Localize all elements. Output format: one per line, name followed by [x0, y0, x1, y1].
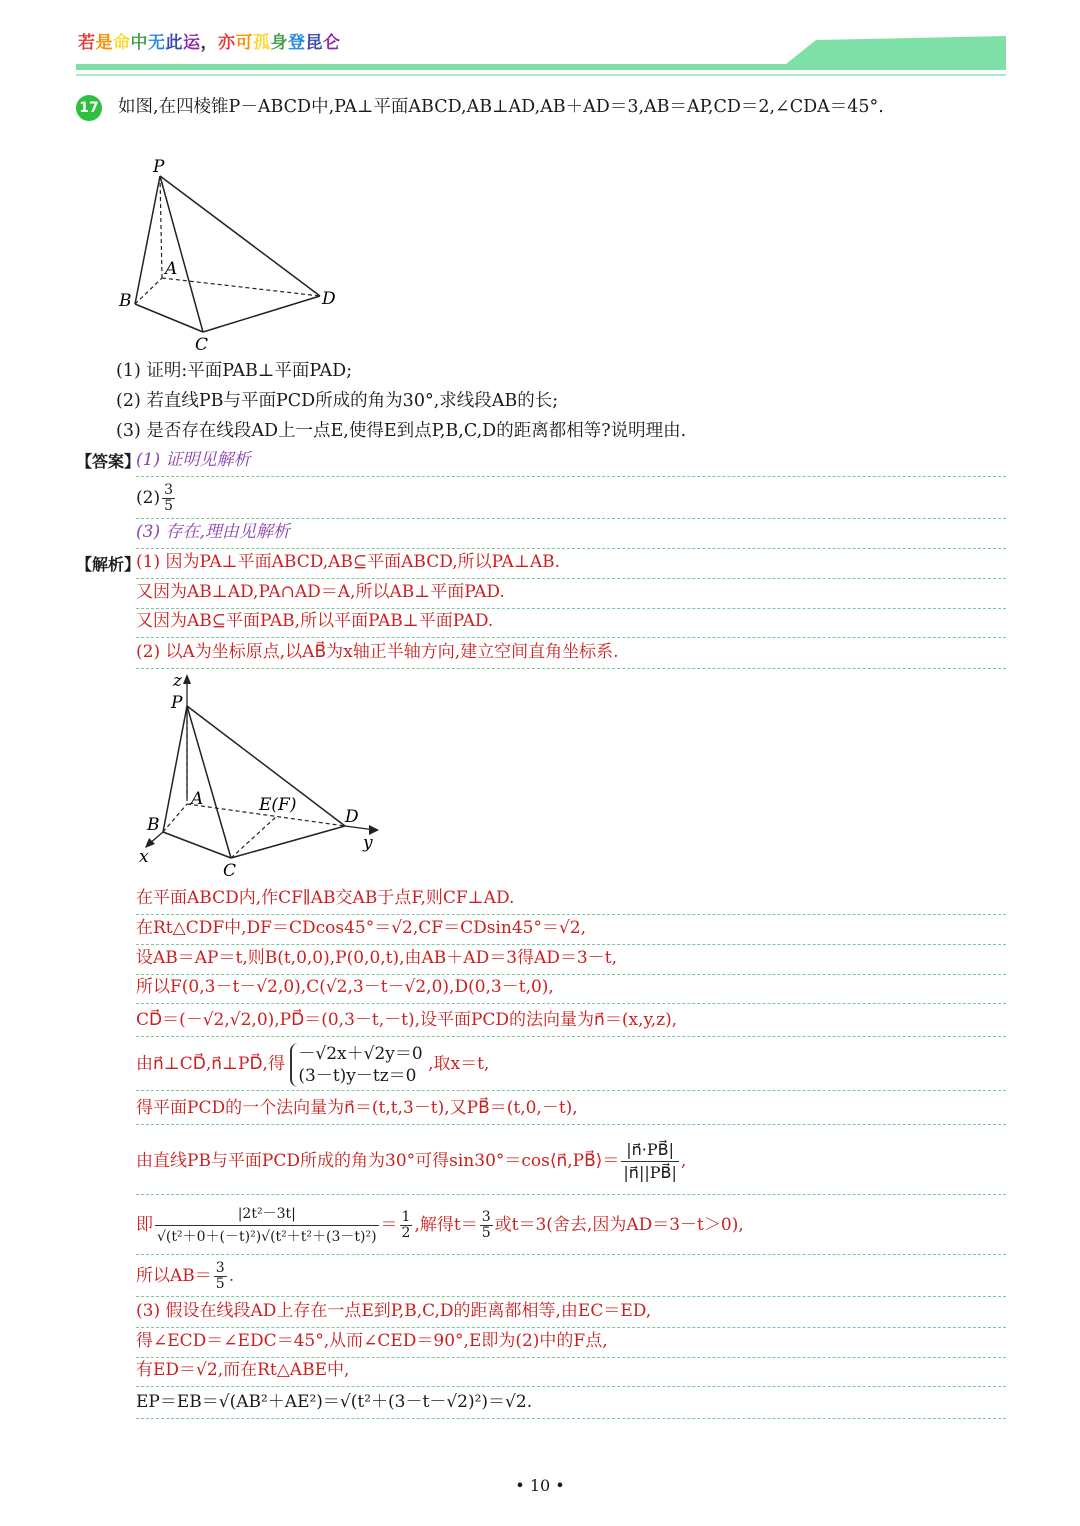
solution-line-18: EP＝EB＝√(AB²＋AE²)＝√(t²＋(3－t－√2)²)＝√2.	[136, 1386, 1006, 1419]
half-fraction	[400, 1210, 413, 1241]
fig2-label-D: D	[345, 807, 359, 827]
label-P: P	[153, 157, 165, 177]
solution-line-15: (3) 假设在线段AD上存在一点E到P,B,C,D的距离都相等,由EC＝ED,	[136, 1297, 1006, 1328]
label-A: A	[165, 259, 178, 279]
answer-2-prefix: (2)	[136, 488, 161, 508]
axis-z-label: z	[173, 671, 182, 691]
answer-3-text: (3) 存在,理由见解析	[136, 522, 290, 542]
answer-2-num: 3	[164, 482, 174, 498]
equation-system	[290, 1043, 422, 1087]
line-12-text: 由直线PB与平面PCD所成的角为30°可得sin30°＝cos⟨n⃗,PB⃗⟩＝	[136, 1151, 620, 1171]
answer-1-text: (1) 证明见解析	[136, 450, 251, 470]
question-parts	[116, 356, 686, 446]
page-number: • 10 •	[515, 1476, 565, 1495]
motto-char: 可	[235, 33, 253, 53]
t-den: 5	[481, 1225, 491, 1241]
header-band	[76, 36, 1006, 80]
part-1: (1) 证明:平面PAB⊥平面PAD;	[116, 361, 353, 381]
part-3: (3) 是否存在线段AD上一点E,使得E到点P,B,C,D的距离都相等?说明理由.	[116, 421, 687, 441]
answer-1	[136, 446, 1006, 477]
motto-char: ，	[200, 33, 218, 53]
cos-den: |n⃗||PB⃗|	[623, 1163, 677, 1182]
answer-3	[136, 518, 1006, 549]
motto-char: 中	[130, 33, 148, 53]
solution-line-1: (1) 因为PA⊥平面ABCD,AB⊆平面ABCD,所以PA⊥AB.	[136, 548, 1006, 579]
t-eq-den: √(t²＋0＋(－t)²)√(t²＋t²＋(3－t)²)	[157, 1229, 377, 1245]
solution-line-13	[136, 1196, 1006, 1255]
cos-fraction	[621, 1139, 678, 1184]
motto-char: 昆	[305, 33, 323, 53]
solution-label: 【解析】	[76, 555, 141, 574]
label-C: C	[195, 335, 209, 355]
pyramid-figure	[115, 156, 355, 356]
line-12-end: ,	[680, 1151, 687, 1171]
solution-line-3: 又因为AB⊆平面PAB,所以平面PAB⊥平面PAD.	[136, 607, 1006, 638]
line-13-end: 或t＝3(舍去,因为AD＝3－t＞0),	[494, 1215, 744, 1235]
motto-char: 亦	[218, 33, 236, 53]
ab-fraction	[214, 1261, 227, 1292]
question-number: 17	[76, 95, 102, 121]
equals-sign: ＝	[380, 1215, 398, 1235]
solution-line-4: (2) 以A为坐标原点,以AB⃗为x轴正半轴方向,建立空间直角坐标系.	[136, 638, 1006, 669]
t-equation-fraction	[155, 1203, 379, 1248]
half-den: 2	[401, 1225, 411, 1241]
fig2-label-P: P	[171, 693, 183, 713]
fig2-label-C: C	[223, 861, 237, 881]
axis-x-label: x	[139, 847, 149, 867]
fig2-label-B: B	[147, 815, 160, 835]
part-2: (2) 若直线PB与平面PCD所成的角为30°,求线段AB的长;	[116, 391, 559, 411]
t-eq-num: |2t²－3t|	[155, 1203, 379, 1226]
fig2-label-EF: E(F)	[259, 795, 297, 815]
question-stem: 如图,在四棱锥P－ABCD中,PA⊥平面ABCD,AB⊥AD,AB＋AD＝3,AB＝AP,CD＝2,∠CDA＝45°.	[118, 97, 884, 117]
motto-char: 是	[95, 33, 113, 53]
cos-num: |n⃗·PB⃗|	[621, 1139, 678, 1162]
motto-char: 此	[165, 33, 183, 53]
equation-2: (3－t)y－tz＝0	[298, 1065, 417, 1086]
solution-line-14	[136, 1256, 1006, 1297]
solution-line-16: 得∠ECD＝∠EDC＝45°,从而∠CED＝90°,E即为(2)中的F点,	[136, 1327, 1006, 1358]
line-14-prefix: 所以AB＝	[136, 1266, 212, 1286]
answer-label: 【答案】	[76, 452, 141, 471]
motto-char: 若	[78, 33, 96, 53]
ab-den: 5	[215, 1276, 225, 1292]
solution-line-11: 得平面PCD的一个法向量为n⃗＝(t,t,3－t),又PB⃗＝(t,0,－t),	[136, 1094, 1006, 1125]
label-D: D	[322, 289, 336, 309]
motto-char: 无	[148, 33, 166, 53]
ab-num: 3	[215, 1260, 225, 1276]
motto-char: 运	[183, 33, 201, 53]
half-num: 1	[401, 1209, 411, 1225]
line-10-suffix: ,取x＝t,	[428, 1054, 490, 1074]
solution-line-5: 在平面ABCD内,作CF∥AB交AB于点F,则CF⊥AD.	[136, 884, 1006, 915]
solution-line-12	[136, 1128, 1006, 1195]
answer-2-fraction	[162, 483, 175, 514]
axis-y-label: y	[363, 833, 373, 853]
solution-line-6: 在Rt△CDF中,DF＝CDcos45°＝√2,CF＝CDsin45°＝√2,	[136, 914, 1006, 945]
solution-line-10	[136, 1038, 1006, 1091]
line-13-mid: ,解得t＝	[414, 1215, 478, 1235]
solution-line-17: 有ED＝√2,而在Rt△ABE中,	[136, 1356, 1006, 1387]
t-num: 3	[481, 1209, 491, 1225]
motto-char: 登	[288, 33, 306, 53]
page-header	[76, 0, 1006, 80]
equation-1: －√2x＋√2y＝0	[298, 1043, 423, 1064]
motto-char: 仑	[323, 33, 341, 53]
label-B: B	[119, 291, 132, 311]
answer-2-den: 5	[164, 498, 174, 514]
line-14-end: .	[228, 1266, 235, 1286]
motto-char: 身	[270, 33, 288, 53]
solution-line-2: 又因为AB⊥AD,PA∩AD＝A,所以AB⊥平面PAD.	[136, 578, 1006, 609]
motto-char: 孤	[253, 33, 271, 53]
solution-line-7: 设AB＝AP＝t,则B(t,0,0),P(0,0,t),由AB＋AD＝3得AD＝3－t,	[136, 944, 1006, 975]
answer-2	[136, 478, 1006, 519]
t-value-fraction	[480, 1210, 493, 1241]
motto-char: 命	[113, 33, 131, 53]
solution-line-8: 所以F(0,3－t－√2,0),C(√2,3－t－√2,0),D(0,3－t,0),	[136, 973, 1006, 1004]
fig2-label-A: A	[191, 789, 204, 809]
line-10-prefix: 由n⃗⊥CD⃗,n⃗⊥PD⃗,得	[136, 1054, 285, 1074]
coordinate-figure	[135, 670, 395, 885]
line-13-prefix: 即	[136, 1215, 153, 1235]
solution-line-9: CD⃗＝(－√2,√2,0),PD⃗＝(0,3－t,－t),设平面PCD的法向量为n⃗＝(x,y,z),	[136, 1006, 1006, 1037]
